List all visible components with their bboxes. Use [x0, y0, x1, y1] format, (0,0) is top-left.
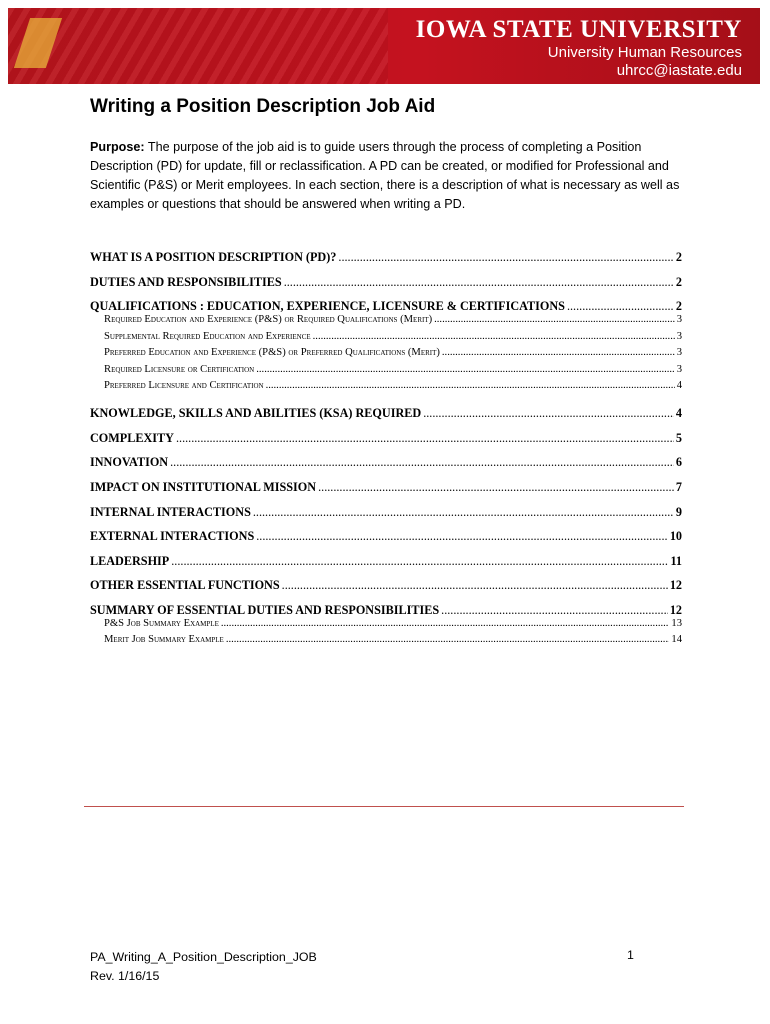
toc-leader-dots: [176, 427, 674, 449]
toc-leader-dots: [221, 616, 670, 632]
purpose-label: Purpose:: [90, 140, 145, 154]
toc-entry[interactable]: [90, 451, 682, 476]
toc-page-number: 4: [675, 406, 682, 421]
university-name: IOWA STATE UNIVERSITY: [415, 16, 742, 43]
toc-entry-title: DUTIES AND RESPONSIBILITIES: [90, 274, 282, 289]
banner-pattern: [8, 8, 388, 84]
toc-entry-title: Preferred Licensure and Certification: [104, 380, 264, 392]
toc-page-number: 11: [670, 553, 682, 568]
toc-leader-dots: [318, 476, 674, 498]
toc-entry[interactable]: [90, 599, 682, 616]
toc-page-number: 12: [669, 602, 682, 617]
toc-page-number: 9: [675, 504, 682, 519]
toc-leader-dots: [266, 378, 675, 394]
toc-entry[interactable]: [90, 501, 682, 526]
toc-entry-title: SUMMARY OF ESSENTIAL DUTIES AND RESPONSIBILITIES: [90, 602, 440, 617]
toc-leader-dots: [423, 402, 674, 424]
footer-divider: [84, 806, 684, 807]
toc-entry-title: Merit Job Summary Example: [104, 634, 224, 646]
toc-entry[interactable]: [90, 402, 682, 427]
toc-entry-title: INNOVATION: [90, 455, 169, 470]
toc-subentry[interactable]: [90, 632, 682, 656]
toc-entry-title: OTHER ESSENTIAL FUNCTIONS: [90, 578, 280, 593]
purpose-paragraph: [90, 138, 682, 214]
footer-filename: PA_Writing_A_Position_Description_JOB: [90, 950, 317, 964]
university-brand: [416, 16, 742, 80]
toc-entry-title: P&S Job Summary Example: [104, 617, 219, 629]
purpose-text: The purpose of the job aid is to guide users through the process of completing a Position Description (PD) for update, fill or reclassification. A PD can be created, or modified for Professional and Scientific (P&S) or Merit employees. In each section, there is a description of what is necessary as well as examples or questions that should be answered when writing a PD.: [90, 140, 680, 211]
toc-leader-dots: [442, 345, 675, 361]
toc-page-number: 4: [676, 380, 682, 392]
toc-leader-dots: [256, 525, 668, 547]
toc-entry[interactable]: [90, 525, 682, 550]
toc-entry-title: WHAT IS A POSITION DESCRIPTION (PD)?: [90, 250, 337, 264]
toc-entry-title: LEADERSHIP: [90, 553, 170, 568]
toc-entry[interactable]: [90, 476, 682, 501]
toc-leader-dots: [284, 271, 674, 293]
toc-entry[interactable]: [90, 246, 682, 271]
toc-page-number: 6: [675, 455, 682, 470]
toc-page-number: 3: [676, 314, 682, 326]
toc-page-number: 7: [675, 479, 682, 494]
toc-subentry[interactable]: [90, 329, 682, 346]
toc-entry[interactable]: [90, 271, 682, 296]
toc-entry-title: INTERNAL INTERACTIONS: [90, 504, 251, 519]
toc-leader-dots: [338, 246, 674, 268]
toc-subentry[interactable]: [90, 378, 682, 402]
toc-leader-dots: [253, 501, 674, 523]
footer-revision: Rev. 1/16/15: [90, 969, 160, 983]
document-title: Writing a Position Description Job Aid: [90, 96, 436, 117]
toc-subentry[interactable]: [90, 362, 682, 379]
toc-page-number: 3: [676, 363, 682, 375]
toc-page-number: 2: [675, 299, 682, 314]
toc-page-number: 2: [675, 250, 682, 264]
toc-subentry[interactable]: [90, 345, 682, 362]
toc-page-number: 2: [675, 274, 682, 289]
toc-leader-dots: [170, 451, 674, 473]
toc-entry-title: Required Education and Experience (P&S) or Required Qualifications (Merit): [104, 314, 433, 326]
footer-info: [90, 948, 317, 986]
toc-entry-title: Required Licensure or Certification: [104, 363, 255, 375]
header-banner: [8, 8, 760, 84]
toc-leader-dots: [282, 574, 668, 596]
toc-entry-title: Preferred Education and Experience (P&S) or Preferred Qualifications (Merit): [104, 347, 440, 359]
toc-entry[interactable]: [90, 295, 682, 312]
toc-subentry[interactable]: [90, 312, 682, 329]
department-name: University Human Resources: [547, 44, 742, 61]
toc-entry[interactable]: [90, 574, 682, 599]
toc-leader-dots: [256, 362, 674, 378]
department-email[interactable]: uhrcc@iastate.edu: [616, 62, 742, 79]
toc-entry-title: EXTERNAL INTERACTIONS: [90, 529, 255, 544]
toc-leader-dots: [434, 312, 675, 328]
toc-page-number: 13: [671, 617, 682, 629]
toc-entry[interactable]: [90, 427, 682, 452]
toc-page-number: 3: [676, 347, 682, 359]
toc-leader-dots: [171, 550, 668, 572]
toc-leader-dots: [226, 632, 670, 648]
toc-leader-dots: [313, 329, 675, 345]
toc-entry-title: COMPLEXITY: [90, 430, 174, 445]
toc-subentry[interactable]: [90, 616, 682, 633]
toc-entry-title: IMPACT ON INSTITUTIONAL MISSION: [90, 479, 317, 494]
footer-page-number: 1: [627, 948, 634, 962]
toc-page-number: 10: [669, 529, 682, 544]
toc-page-number: 3: [676, 330, 682, 342]
toc-entry-title: QUALIFICATIONS : EDUCATION, EXPERIENCE, LICENSURE & CERTIFICATIONS: [90, 299, 565, 314]
table-of-contents: [90, 246, 682, 656]
toc-entry-title: KNOWLEDGE, SKILLS AND ABILITIES (KSA) REQUIRED: [90, 406, 422, 421]
toc-page-number: 14: [671, 634, 682, 646]
toc-page-number: 12: [669, 578, 682, 593]
toc-page-number: 5: [675, 430, 682, 445]
toc-entry[interactable]: [90, 550, 682, 575]
toc-entry-title: Supplemental Required Education and Experience: [104, 330, 311, 342]
